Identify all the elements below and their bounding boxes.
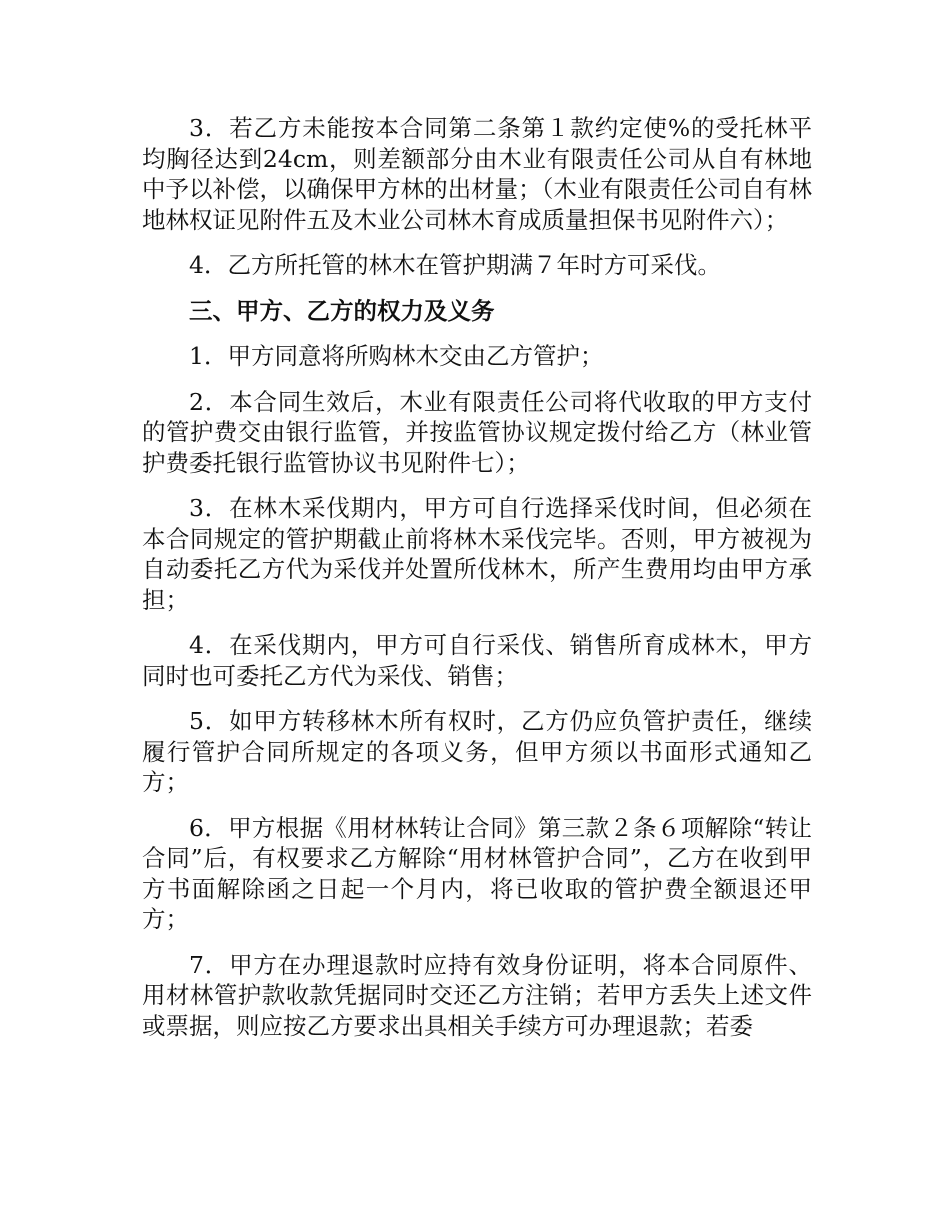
clause-3-item-6: 6．甲方根据《用材林转让合同》第三款２条６项解除“转让合同”后，有权要求乙方解除“用材林管护合同”，乙方在收到甲方书面解除函之日起一个月内，将已收取的管护费全额退还甲方； [142,813,812,933]
clause-2-item-3: 3．若乙方未能按本合同第二条第１款约定使%的受托林平均胸径达到24cm，则差额部分由木业有限责任公司从自有林地中予以补偿，以确保甲方林的出材量；（木业有限责任公司自有林地林权证见附件五及木业公司林木育成质量担保书见附件六）； [142,114,812,234]
clause-2-item-4: 4．乙方所托管的林木在管护期满７年时方可采伐。 [189,251,721,279]
clause-3-item-7: 7．甲方在办理退款时应持有效身份证明，将本合同原件、用材林管护款收款凭据同时交还乙方注销；若甲方丢失上述文件或票据，则应按乙方要求出具相关手续方可办理退款；若委 [142,950,812,1040]
section-heading: 三、甲方、乙方的权力及义务 [189,296,495,325]
clause-3-item-4: 4．在采伐期内，甲方可自行采伐、销售所育成林木，甲方同时也可委托乙方代为采伐、销售； [142,631,812,690]
clause-3-item-3: 3．在林木采伐期内，甲方可自行选择采伐时间，但必须在本合同规定的管护期截止前将林木采伐完毕。否则，甲方被视为自动委托乙方代为采伐并处置所伐林木，所产生费用均由甲方承担； [142,494,812,614]
clause-3-item-2: 2．本合同生效后，木业有限责任公司将代收取的甲方支付的管护费交由银行监管，并按监管协议规定拨付给乙方（林业管护费委托银行监管协议书见附件七）； [142,387,812,477]
clause-3-item-5: 5．如甲方转移林木所有权时，乙方仍应负管护责任，继续履行管护合同所规定的各项义务，但甲方须以书面形式通知乙方； [142,707,812,796]
clause-3-item-1: 1．甲方同意将所购林木交由乙方管护； [189,342,604,370]
